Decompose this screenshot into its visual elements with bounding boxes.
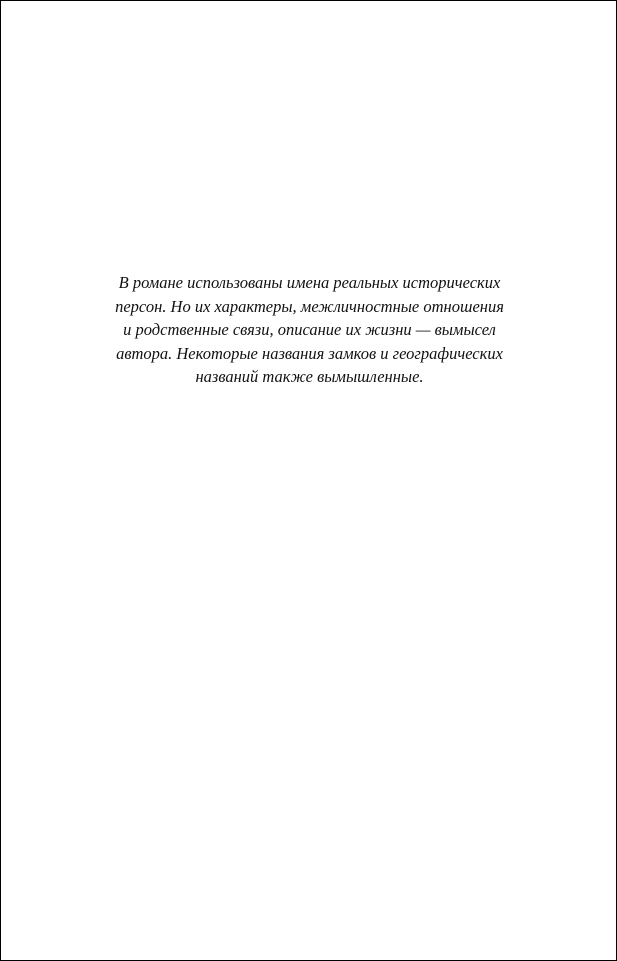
disclaimer-line: автора. Некоторые названия замков и географических	[116, 343, 503, 363]
disclaimer-line: В романе использованы имена реальных исторических	[118, 273, 501, 292]
disclaimer-line: названий также вымышленные.	[195, 367, 424, 386]
author-disclaimer	[61, 271, 558, 389]
disclaimer-line: персон. Но их характеры, межличностные отношения	[115, 296, 504, 316]
disclaimer-line: и родственные связи, описание их жизни — вымысел	[123, 320, 496, 339]
